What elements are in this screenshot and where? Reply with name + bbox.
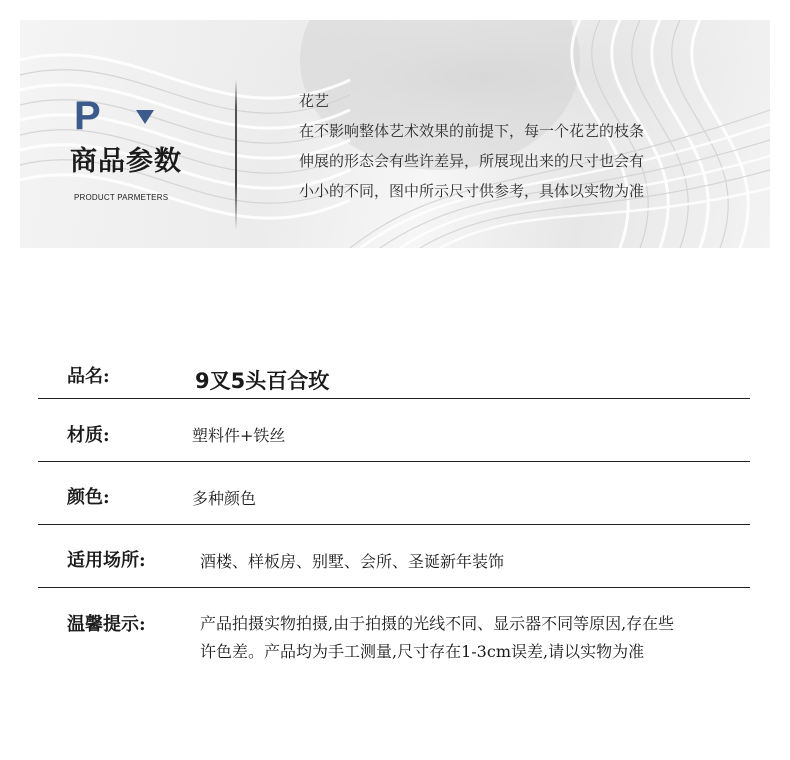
row-divider [38, 398, 750, 399]
description-heading: 花艺 [299, 92, 330, 110]
notice-line: 许色差。产品均为手工测量,尺寸存在1-3cm误差,请以实物为准 [200, 642, 645, 661]
product-name-label: 品名: [67, 366, 110, 387]
material-label: 材质: [67, 425, 110, 446]
triangle-down-icon [136, 110, 154, 124]
vertical-divider [235, 80, 237, 230]
description-line: 伸展的形态会有些许差异，所展现出来的尺寸也会有 [299, 152, 645, 170]
notice-line: 产品拍摄实物拍摄,由于拍摄的光线不同、显示器不同等原因,存在些 [200, 614, 675, 633]
applicable-places-label: 适用场所: [67, 550, 146, 571]
product-name-value: 9叉5头百合玫 [195, 369, 330, 393]
applicable-places-value: 酒楼、样板房、别墅、会所、圣诞新年装饰 [200, 552, 505, 571]
p-logo-letter: P [74, 94, 101, 138]
notice-label: 温馨提示: [67, 614, 146, 635]
description-block [299, 86, 719, 206]
notice-value [200, 610, 674, 666]
row-divider [38, 587, 750, 588]
row-divider [38, 461, 750, 462]
product-parameters-banner [20, 20, 770, 248]
description-line: 在不影响整体艺术效果的前提下，每一个花艺的枝条 [299, 122, 645, 140]
section-subtitle: PRODUCT PARMETERS [74, 193, 169, 202]
color-label: 颜色: [67, 487, 110, 508]
section-title: 商品参数 [70, 146, 182, 177]
row-divider [38, 524, 750, 525]
material-value: 塑料件+铁丝 [192, 426, 286, 445]
color-value: 多种颜色 [192, 489, 257, 508]
description-line: 小小的不同，图中所示尺寸供参考，具体以实物为准 [299, 182, 645, 200]
